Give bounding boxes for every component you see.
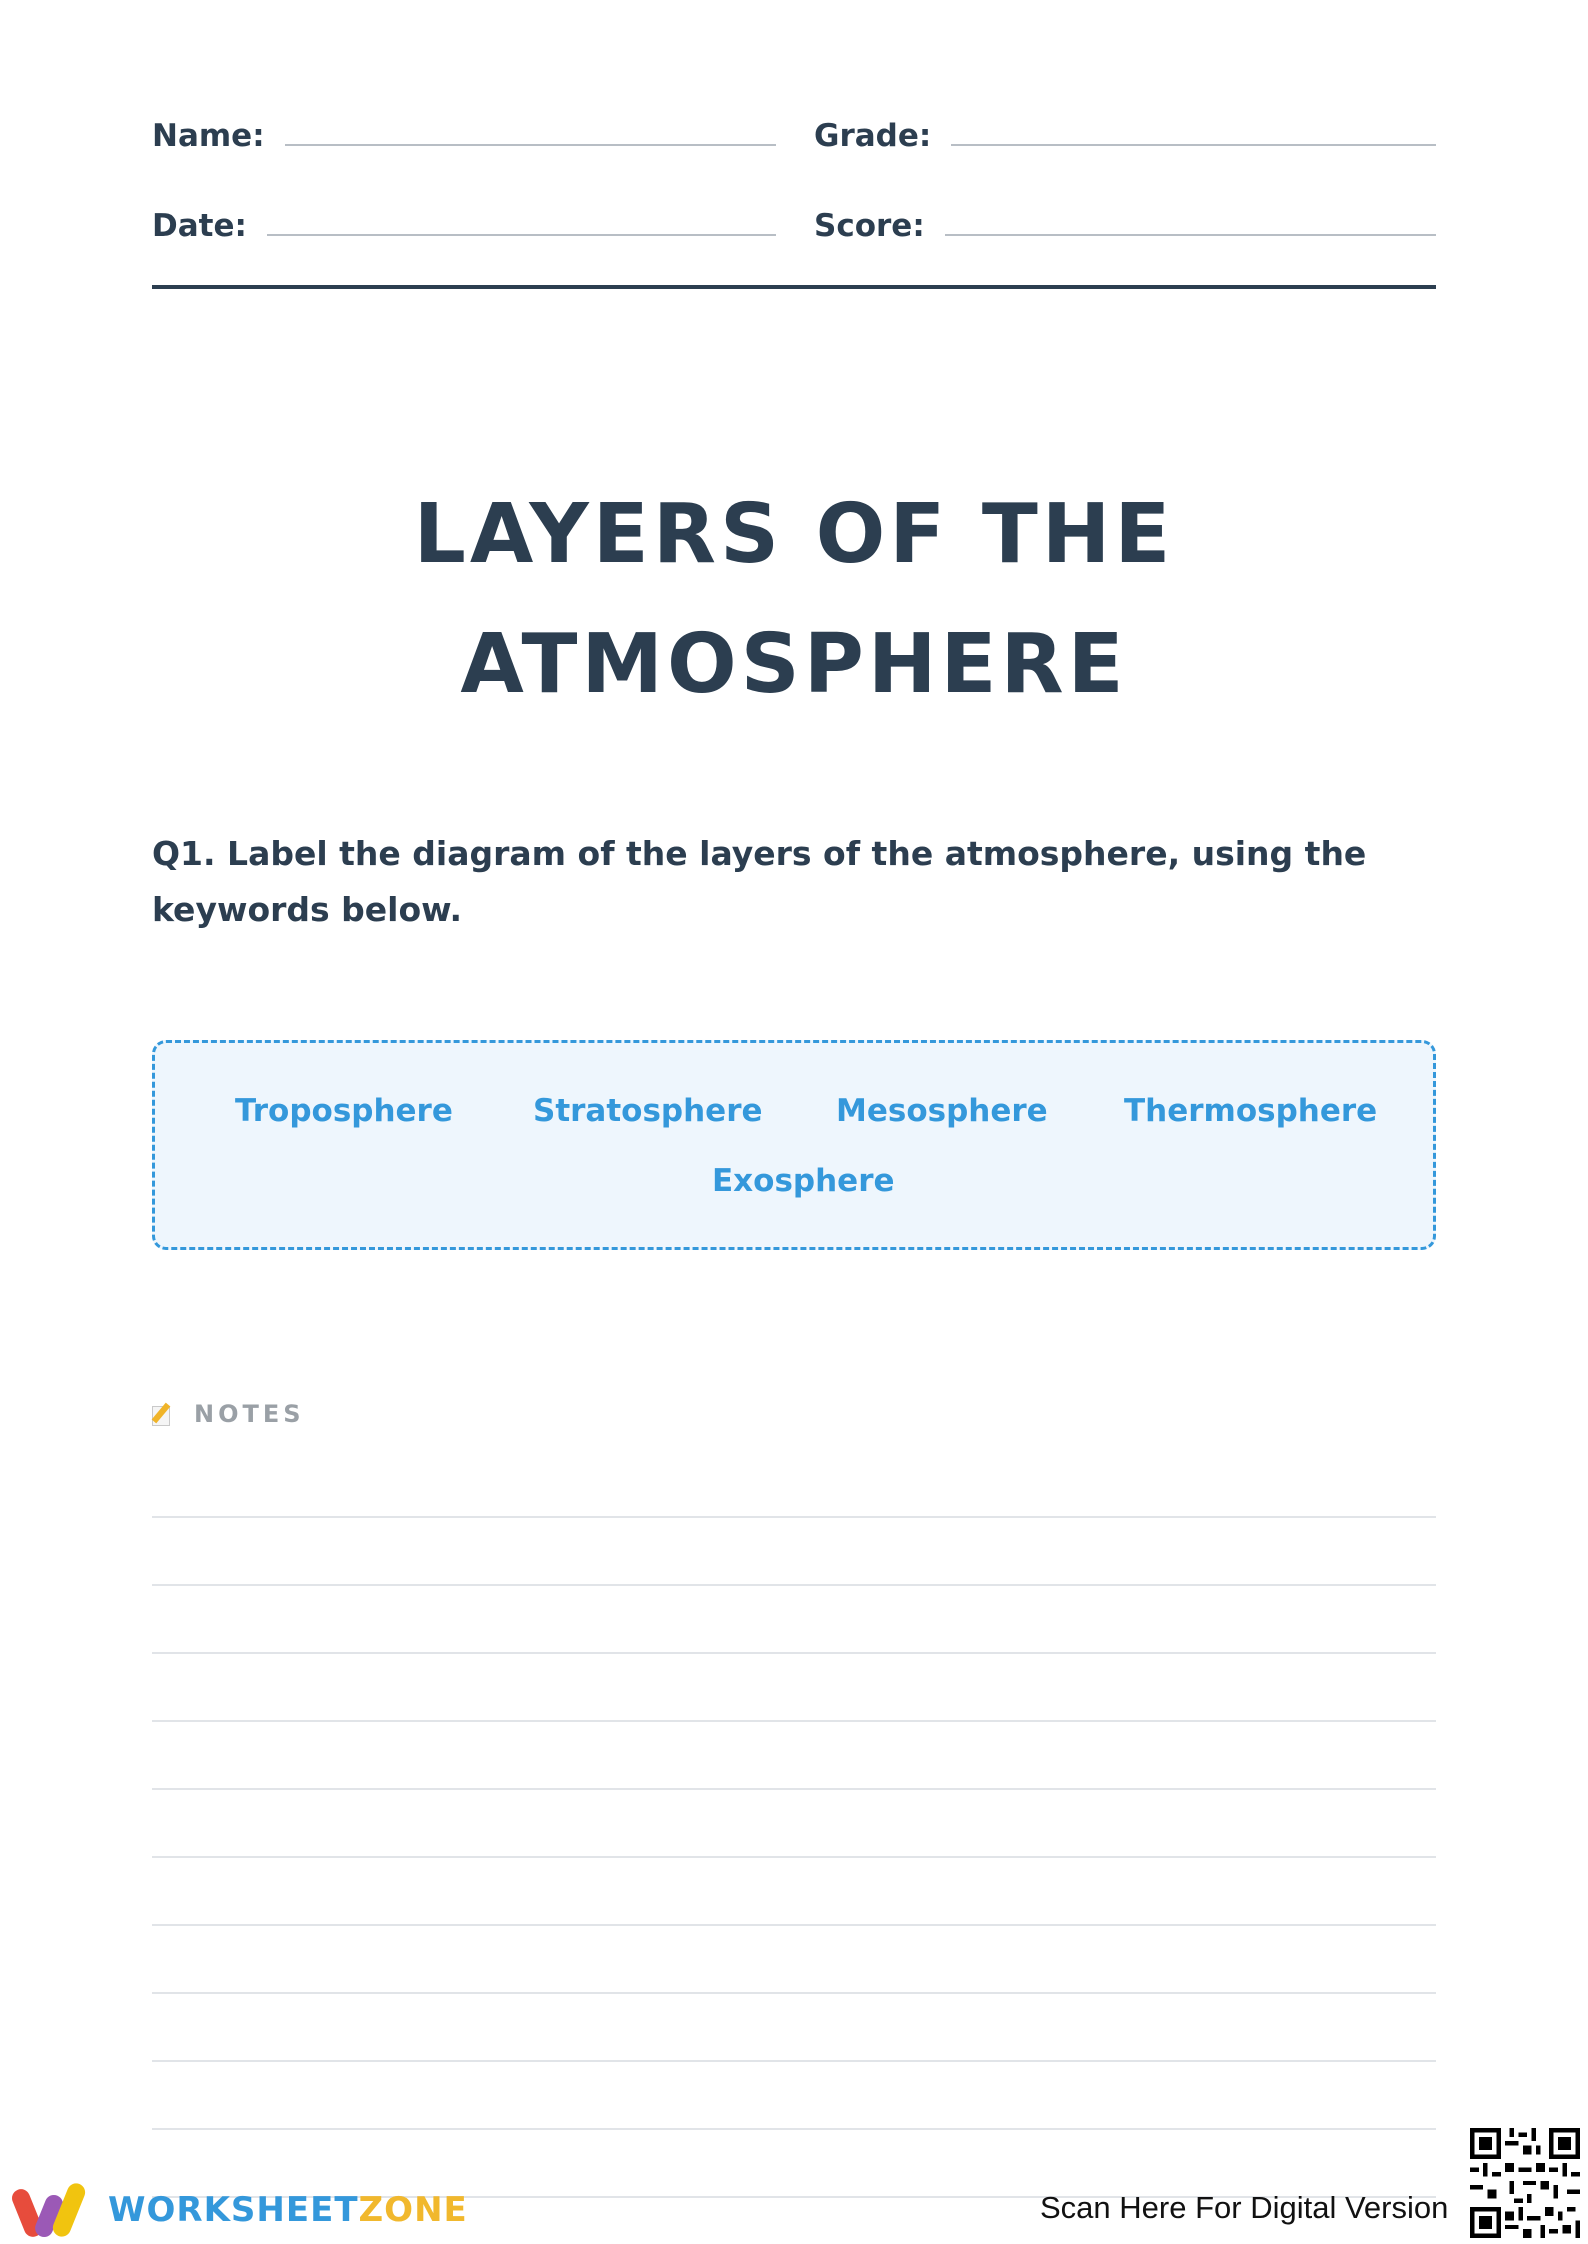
header-divider [152, 285, 1436, 289]
date-line[interactable] [267, 234, 776, 236]
logo-text: WORKSHEETZONE [108, 2190, 468, 2230]
word-bank [152, 1040, 1436, 1250]
name-field[interactable] [152, 118, 776, 154]
notes-label: NOTES [194, 1400, 305, 1428]
word-stratosphere: Stratosphere [533, 1093, 763, 1129]
note-line[interactable] [152, 1652, 1436, 1654]
note-line[interactable] [152, 2060, 1436, 2062]
note-line[interactable] [152, 1788, 1436, 1790]
title-line-1: LAYERS OF THE [413, 487, 1175, 582]
qr-code-icon[interactable] [1470, 2128, 1580, 2238]
title-line-2: ATMOSPHERE [460, 617, 1128, 712]
word-troposphere: Troposphere [235, 1093, 453, 1129]
note-line[interactable] [152, 1720, 1436, 1722]
scan-text: Scan Here For Digital Version [1040, 2190, 1449, 2225]
note-line[interactable] [152, 1856, 1436, 1858]
note-line[interactable] [152, 1924, 1436, 1926]
worksheetzone-logo[interactable] [14, 2180, 468, 2240]
grade-field[interactable] [814, 118, 1436, 154]
note-line[interactable] [152, 2128, 1436, 2130]
date-label: Date: [152, 208, 247, 244]
memo-icon [152, 1402, 174, 1426]
name-label: Name: [152, 118, 265, 154]
notes-heading [152, 1400, 305, 1428]
score-field[interactable] [814, 208, 1436, 244]
grade-label: Grade: [814, 118, 932, 154]
word-exosphere: Exosphere [712, 1163, 895, 1199]
question-text: Q1. Label the diagram of the layers of the atmosphere, using the keywords below. [152, 834, 1367, 929]
score-line[interactable] [945, 234, 1436, 236]
date-field[interactable] [152, 208, 776, 244]
note-line[interactable] [152, 1584, 1436, 1586]
note-line[interactable] [152, 1992, 1436, 1994]
word-thermosphere: Thermosphere [1124, 1093, 1378, 1129]
name-line[interactable] [285, 144, 776, 146]
grade-line[interactable] [951, 144, 1436, 146]
score-label: Score: [814, 208, 925, 244]
note-line[interactable] [152, 1516, 1436, 1518]
logo-w-icon [14, 2180, 94, 2240]
word-mesosphere: Mesosphere [836, 1093, 1048, 1129]
page-title [152, 470, 1436, 730]
